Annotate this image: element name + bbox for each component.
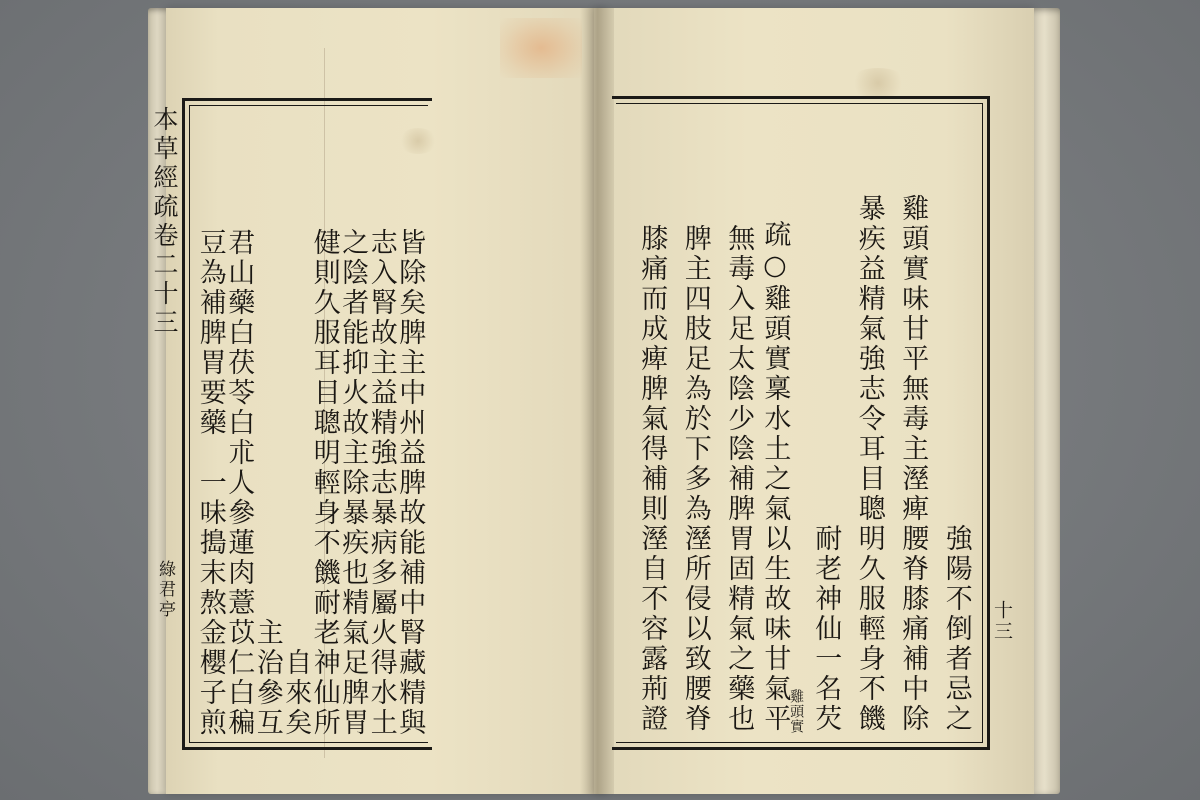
text-column-line: 膝痛而成痺脾氣得補則溼自不容露荊證 bbox=[636, 224, 668, 734]
text-column bbox=[935, 112, 979, 734]
right-page-text-columns bbox=[630, 112, 978, 734]
text-column-line: 雞頭實味甘平無毒主溼痺腰脊膝痛補中除 bbox=[897, 194, 929, 734]
section-heading: 主治參互 bbox=[251, 618, 283, 738]
text-column-line: 健則久服耳目聰明輕身不饑耐老神仙所 bbox=[308, 228, 340, 738]
text-column bbox=[396, 112, 425, 738]
carver-imprint-text: 綠君亭 bbox=[155, 560, 175, 620]
text-column-line: 自來矣 bbox=[280, 648, 312, 738]
page-number-text: 十三 bbox=[991, 600, 1013, 642]
text-column bbox=[891, 112, 935, 734]
text-column-line: 皆除矣脾主中州益脾故能補中腎藏精與 bbox=[394, 228, 426, 738]
text-column-line: 暴疾益精氣強志令耳目聰明久服輕身不饑 bbox=[853, 194, 885, 734]
text-column bbox=[717, 112, 761, 734]
text-column-line: 脾主四肢足為於下多為溼所侵以致腰脊 bbox=[679, 224, 711, 734]
text-column-line: 無毒入足太陰少陰補脾胃固精氣之藥也 bbox=[723, 224, 755, 734]
book-title-text: 本草經疏卷二十三 bbox=[150, 106, 179, 338]
text-column-line: 耐老神仙一名芡 bbox=[810, 524, 842, 734]
book-title-margin bbox=[152, 106, 177, 406]
text-column-line: 志入腎故主益精強志暴病多屬火得水土 bbox=[365, 228, 397, 738]
text-column bbox=[804, 112, 848, 734]
text-column bbox=[674, 112, 718, 734]
text-column bbox=[282, 112, 311, 738]
section-heading-column bbox=[253, 112, 282, 738]
text-column-line: 豆為補脾胃要藥 一味搗末熬金櫻子煎 bbox=[194, 228, 226, 738]
page-number bbox=[992, 600, 1011, 646]
book-gutter-shadow bbox=[580, 8, 614, 794]
text-column-line: 強陽不倒者忌之 bbox=[940, 524, 972, 734]
text-column-line: 疏○雞頭實稟水土之氣以生故味甘氣平 bbox=[759, 220, 791, 734]
text-column-line: 之陰者能抑火故主除暴疾也精氣足脾胃 bbox=[337, 228, 369, 738]
paper-foxing-spot bbox=[848, 68, 908, 98]
text-column bbox=[310, 112, 339, 738]
text-column bbox=[339, 112, 368, 738]
text-column-line: 君山藥白茯苓白朮人參蓮肉薏苡仁白稨 bbox=[223, 228, 255, 738]
text-column bbox=[225, 112, 254, 738]
text-column bbox=[367, 112, 396, 738]
left-page-text-columns bbox=[196, 112, 424, 738]
text-column bbox=[848, 112, 892, 734]
text-column bbox=[196, 112, 225, 738]
text-column bbox=[630, 112, 674, 734]
marginal-annotation: 雞頭實 bbox=[788, 689, 805, 734]
paper-stain bbox=[500, 18, 582, 78]
text-column-with-annotation bbox=[761, 112, 805, 734]
carver-imprint bbox=[156, 560, 173, 624]
